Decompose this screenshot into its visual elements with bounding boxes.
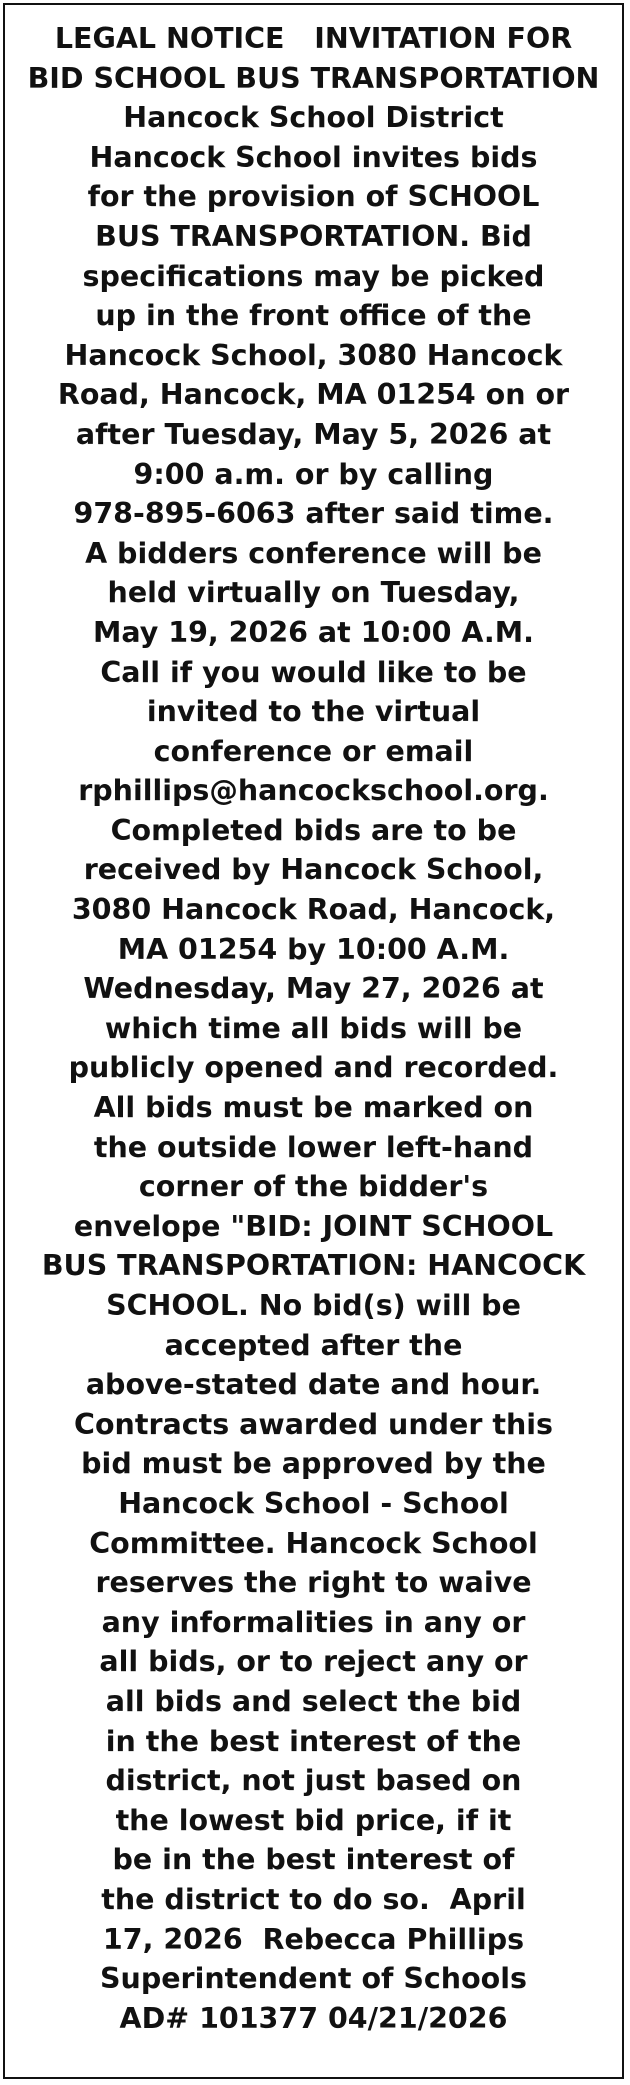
notice-line: Contracts awarded under this xyxy=(74,1407,553,1441)
notice-line: the outside lower left-hand xyxy=(93,1130,534,1164)
notice-line: Road, Hancock, MA 01254 on or xyxy=(57,378,570,412)
notice-phone-line: 978-895-6063 after said time. xyxy=(73,497,554,531)
notice-line: all bids and select the bid xyxy=(105,1684,522,1718)
notice-heading-line-2: BID SCHOOL BUS TRANSPORTATION xyxy=(27,61,600,95)
notice-line: 9:00 a.m. or by calling xyxy=(133,457,494,491)
notice-line: received by Hancock School, xyxy=(83,853,544,887)
legal-notice-box xyxy=(3,3,624,2079)
notice-line: in the best interest of the xyxy=(105,1724,522,1758)
notice-line: publicly opened and recorded. xyxy=(68,1051,559,1085)
notice-line: the district to do so. April xyxy=(101,1882,526,1916)
notice-line: any informalities in any or xyxy=(101,1605,526,1639)
notice-line: Hancock School, 3080 Hancock xyxy=(64,338,563,372)
notice-line: reserves the right to waive xyxy=(95,1566,532,1600)
notice-text xyxy=(5,5,622,2038)
notice-line: the lowest bid price, if it xyxy=(115,1803,512,1837)
notice-line: BUS TRANSPORTATION: HANCOCK xyxy=(41,1249,586,1283)
notice-line: above-stated date and hour. xyxy=(85,1368,542,1402)
notice-line: district, not just based on xyxy=(105,1764,522,1798)
notice-line: All bids must be marked on xyxy=(93,1091,534,1125)
notice-line: envelope "BID: JOINT SCHOOL xyxy=(73,1209,554,1243)
notice-line: for the provision of SCHOOL xyxy=(87,180,540,214)
notice-line: Hancock School invites bids xyxy=(89,140,538,174)
notice-line: be in the best interest of xyxy=(112,1843,515,1877)
notice-line: Wednesday, May 27, 2026 at xyxy=(83,972,544,1006)
notice-line: corner of the bidder's xyxy=(138,1170,489,1204)
notice-line: all bids, or to reject any or xyxy=(99,1645,528,1679)
notice-line: bid must be approved by the xyxy=(81,1447,546,1481)
notice-line: invited to the virtual xyxy=(146,695,481,729)
notice-line: up in the front office of the xyxy=(95,299,532,333)
notice-line: May 19, 2026 at 10:00 A.M. xyxy=(93,615,534,649)
notice-line: Committee. Hancock School xyxy=(89,1526,538,1560)
notice-line: 3080 Hancock Road, Hancock, xyxy=(71,893,556,927)
notice-line: MA 01254 by 10:00 A.M. xyxy=(117,932,510,966)
notice-email-line: rphillips@hancockschool.org. xyxy=(78,774,549,808)
notice-line: specifications may be picked xyxy=(82,259,545,293)
notice-line: SCHOOL. No bid(s) will be xyxy=(106,1289,521,1322)
notice-heading-line-1: LEGAL NOTICE INVITATION FOR xyxy=(54,22,573,55)
notice-line: conference or email xyxy=(153,734,474,768)
notice-line: Call if you would like to be xyxy=(100,655,527,689)
notice-line: BUS TRANSPORTATION. Bid xyxy=(95,219,532,253)
notice-line: after Tuesday, May 5, 2026 at xyxy=(75,417,552,451)
notice-ad-number: AD# 101377 04/21/2026 xyxy=(119,2001,508,2035)
notice-date-signature-line: 17, 2026 Rebecca Phillips xyxy=(102,1922,525,1956)
notice-line: Completed bids are to be xyxy=(110,813,517,847)
notice-line: held virtually on Tuesday, xyxy=(107,576,520,610)
notice-line: Hancock School - School xyxy=(118,1486,509,1520)
notice-line: accepted after the xyxy=(164,1328,463,1362)
notice-line: which time all bids will be xyxy=(104,1011,523,1045)
notice-district-name: Hancock School District xyxy=(123,101,504,135)
notice-signer-title: Superintendent of Schools xyxy=(100,1962,527,1996)
notice-line: A bidders conference will be xyxy=(85,536,542,570)
